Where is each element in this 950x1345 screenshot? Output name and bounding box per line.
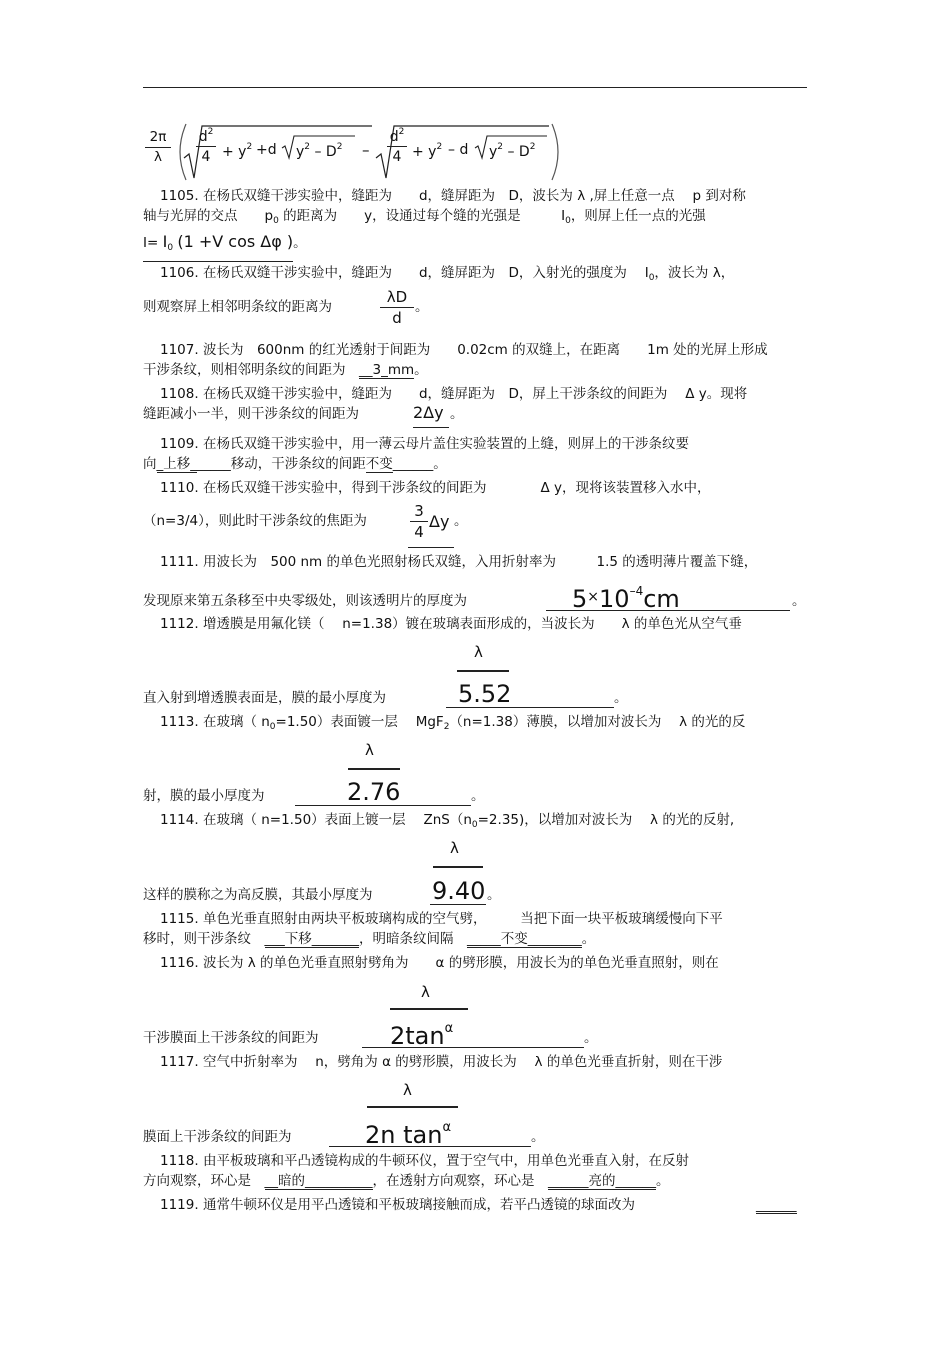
q1119-line1: 1119. 通常牛顿环仪是用平凸透镜和平板玻璃接触而成，若平凸透镜的球面改为: [160, 1197, 635, 1213]
q1115-answer-fringe: ___下移_______: [264, 931, 359, 947]
q1114-line2: 这样的膜称之为高反膜，其最小厚度为: [143, 887, 373, 903]
q1113-line2: 射，膜的最小厚度为: [143, 788, 265, 804]
q1118-line1: 1118. 由平板玻璃和平凸透镜构成的牛顿环仪，置于空气中，用单色光垂直入射，在反射: [160, 1153, 689, 1169]
q1110-answer-fraction: $\frac{3}{4}$: [410, 504, 428, 540]
q1106-end: 。: [415, 299, 429, 315]
q1117-answer-denominator: 2n tanα: [329, 1121, 531, 1147]
q1109-answer-direction: _上移_: [156, 456, 197, 472]
q1110-answer-underline: [408, 547, 454, 548]
q1117-line1: 1117. 空气中折射率为 n，劈角为 α 的劈形膜，用波长为 λ 的单色光垂直折射，则在干涉: [160, 1054, 723, 1070]
q1113-answer-numerator: λ: [365, 741, 374, 759]
q1111-answer: 5×10–4cm: [546, 585, 790, 611]
q1110-answer-tail: Δy: [429, 512, 450, 531]
formula-term-y2-a: + $y^2$: [222, 142, 253, 160]
q1112-fraction-bar: [457, 670, 509, 672]
q1117-line2: 膜面上干涉条纹的间距为: [143, 1129, 292, 1145]
q1112-answer-denominator: 5.52: [446, 682, 614, 708]
q1114-fraction-bar: [433, 866, 483, 868]
q1111-line1: 1111. 用波长为 500 nm 的单色光照射杨氏双缝，入用折射率为 1.5 的透明薄片覆盖下缝，: [160, 554, 758, 570]
formula-d2-over-4-b: $\frac{d^2}{4}$: [387, 128, 407, 164]
header-rule: [143, 87, 807, 88]
q1107-line1: 1107. 波长为 600nm 的红光透射于间距为 0.02cm 的双缝上，在距离 1m 处的光屏上形成: [160, 342, 768, 358]
q1111-end: 。: [792, 593, 806, 609]
formula-coefficient: $\frac{2\pi}{\lambda}$: [145, 131, 171, 164]
q1112-line1: 1112. 增透膜是用氟化镁（ n=1.38）镀在玻璃表面形成的，当波长为 λ 的单色光从空气垂: [160, 616, 742, 632]
q1118-answer-transmit: ______亮的______: [548, 1173, 656, 1189]
q1109-line2: 向_上移______移动，干涉条纹的间距不变______。: [143, 456, 447, 472]
q1113-answer-denominator: 2.76: [295, 780, 471, 806]
q1118-answer-reflect: __暗的__________: [264, 1173, 373, 1189]
formula-plus-d: +d: [256, 142, 277, 158]
q1116-line2: 干涉膜面上干涉条纹的间距为: [143, 1030, 319, 1046]
q1116-answer-numerator: λ: [421, 983, 430, 1001]
q1113-fraction-bar: [348, 768, 400, 770]
q1109-line1: 1109. 在杨氏双缝干涉实验中，用一薄云母片盖住实验装置的上缝，则屏上的干涉条纹要: [160, 436, 689, 452]
q1110-line1: 1110. 在杨氏双缝干涉实验中，得到干涉条纹的间距为 Δ y，现将该装置移入水中，: [160, 480, 711, 496]
q1117-fraction-bar: [367, 1106, 458, 1108]
q1108-line2: 缝距减小一半，则干涉条纹的间距为: [143, 406, 359, 422]
q1105-line1: 1105. 在杨氏双缝干涉实验中，缝距为 d，缝屏距为 D，波长为 λ ,屏上任意一点 p 到对称: [160, 188, 746, 204]
right-paren-icon: [550, 122, 566, 182]
q1110-end: 。: [454, 513, 468, 529]
q1116-answer-denominator: 2tanα: [362, 1022, 584, 1048]
q1105-answer: $I= I_0$ (1 +V cos Δφ )。: [143, 234, 293, 262]
q1114-answer-denominator: 9.40: [432, 877, 486, 905]
formula-minus-d: – d: [448, 142, 469, 158]
q1109-answer-spacing: 不变: [365, 456, 393, 472]
formula-inner-b: $y^2 - D^2$: [489, 142, 536, 160]
q1117-answer-numerator: λ: [403, 1081, 412, 1099]
q1112-answer-numerator: λ: [474, 643, 483, 661]
q1119-blank: ______: [756, 1197, 797, 1213]
q1114-line1: 1114. 在玻璃（ n=1.50）表面上镀一层 $ZnS(n_0=2.35)$，以增加对波长为 λ 的光的反射,: [160, 812, 735, 830]
q1107-answer: __3_mm: [359, 362, 415, 378]
q1112-end: 。: [614, 690, 628, 706]
q1106-line1: 1106. 在杨氏双缝干涉实验中，缝距为 d，缝屏距为 D，入射光的强度为 $I_0$，波长为 λ，: [160, 265, 735, 283]
q1113-end: 。: [471, 788, 485, 804]
q1108-line1: 1108. 在杨氏双缝干涉实验中，缝距为 d，缝屏距为 D，屏上干涉条纹的间距为 Δ y。现将: [160, 386, 748, 402]
q1116-line1: 1116. 波长为 λ 的单色光垂直照射劈角为 α 的劈形膜，用波长为的单色光垂直照射，则在: [160, 955, 719, 971]
q1106-answer-fraction: $\frac{\lambda D}{d}$: [380, 290, 414, 326]
q1105-line2: 轴与光屏的交点 $p_0$ 的距离为 y，设通过每个缝的光强是 $I_0$，则屏上任一点的光强: [143, 208, 706, 226]
formula-inner-a: $y^2 - D^2$: [296, 142, 343, 160]
q1113-line1: 1113. 在玻璃（ $n_0=1.50$）表面镀一层 MgF$_2$（n=1.38）薄膜，以增加对波长为 λ 的光的反: [160, 714, 746, 732]
q1117-end: 。: [531, 1129, 545, 1145]
q1110-line2: （n=3/4），则此时干涉条纹的焦距为: [143, 513, 367, 529]
q1115-answer-spacing: _____不变________: [467, 931, 582, 947]
q1116-end: 。: [584, 1030, 598, 1046]
q1107-line2: 干涉条纹，则相邻明条纹的间距为 __3_mm。: [143, 362, 428, 378]
q1108-end: 。: [450, 406, 464, 422]
q1106-line2: 则观察屏上相邻明条纹的距离为: [143, 299, 332, 315]
q1114-end: 。: [487, 887, 501, 903]
q1116-fraction-bar: [390, 1008, 468, 1010]
formula-term-y2-b: + $y^2$: [412, 142, 443, 160]
q1112-line2: 直入射到增透膜表面是，膜的最小厚度为: [143, 690, 386, 706]
formula-d2-over-4-a: $\frac{d^2}{4}$: [196, 128, 216, 164]
q1111-line2: 发现原来第五条移至中央零级处，则该透明片的厚度为: [143, 593, 467, 609]
q1115-line1: 1115. 单色光垂直照射由两块平板玻璃构成的空气劈， 当把下面一块平板玻璃缓慢向下平: [160, 911, 723, 927]
q1118-line2: 方向观察，环心是 __暗的__________，在透射方向观察，环心是 ______亮的______。: [143, 1173, 670, 1189]
q1108-answer: 2Δy: [413, 405, 449, 428]
formula-minus: –: [362, 141, 370, 159]
q1114-answer-numerator: λ: [450, 839, 459, 857]
q1115-line2: 移时，则干涉条纹 ___下移_______，明暗条纹间隔 _____不变________。: [143, 931, 596, 947]
